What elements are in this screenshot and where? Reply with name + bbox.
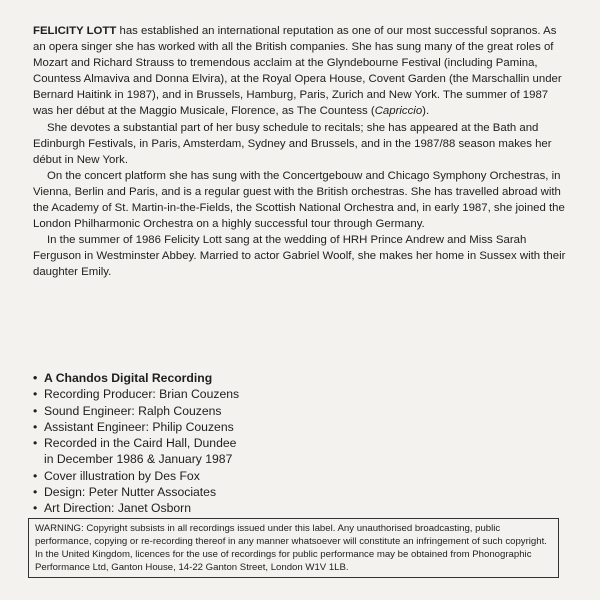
bio-paragraph-3: On the concert platform she has sung with the Concertgebouw and Chicago Symphony Orchestras, in Vienna, Berlin and Paris, and is a regular guest with the British orchestras. She has travelled abroad with the Academy of St. Martin-in-the-Fields, the Scottish National Orchestra and, in early 1987, she joined the London Philharmonic Orchestra on a highly successful tour through Germany. xyxy=(33,169,565,231)
credit-label: Recording Producer: Brian Couzens xyxy=(44,387,240,402)
bio-paragraph-1-text: has established an international reputation as one of our most successful sopranos. As an opera singer she has worked with all the British companies. She has sung many of the great roles of Mozart and Richard Strauss to tremendous acclaim at the Glyndebourne Festival (including Pamina, Countess Almaviva and Donna Elvira), at the Royal Opera House, Covent Garden (the Marschallin under Bernard Haitink in 1987), and in Brussels, Hamburg, Paris, Zurich and New York. The summer of 1987 was her début at the Maggio Musicale, Florence, as The Countess ( xyxy=(33,25,562,118)
copyright-warning-box xyxy=(28,518,559,578)
credits-list xyxy=(33,370,353,517)
bullet-icon: • xyxy=(33,501,38,516)
credit-item xyxy=(33,484,353,500)
credit-item xyxy=(33,468,353,484)
bullet-icon: • xyxy=(33,371,38,385)
bio-paragraph-1 xyxy=(33,23,571,120)
credit-label: Sound Engineer: Ralph Couzens xyxy=(44,403,222,418)
bio-paragraph-1-end: ). xyxy=(422,105,430,118)
bullet-icon: • xyxy=(33,419,38,434)
credit-item xyxy=(33,419,353,435)
bullet-icon: • xyxy=(33,403,38,418)
biography-text xyxy=(33,23,571,281)
credit-label: Design: Peter Nutter Associates xyxy=(44,485,217,500)
credit-label-continued: in December 1986 & January 1987 xyxy=(44,452,233,467)
bullet-icon: • xyxy=(33,468,38,483)
credit-label: A Chandos Digital Recording xyxy=(44,371,213,385)
bullet-icon: • xyxy=(33,387,38,402)
credit-item xyxy=(33,500,353,516)
credit-label: Cover illustration by Des Fox xyxy=(44,468,200,483)
bio-paragraph-4: In the summer of 1986 Felicity Lott sang at the wedding of HRH Prince Andrew and Miss Sarah Ferguson in Westminster Abbey. Married to actor Gabriel Woolf, she makes her home in Sussex with their daughter Emily. xyxy=(33,234,566,279)
credit-item xyxy=(33,403,353,419)
opera-title: Capriccio xyxy=(374,105,423,118)
credit-label: Assistant Engineer: Philip Couzens xyxy=(44,419,234,434)
credit-item xyxy=(33,435,353,468)
credit-item xyxy=(33,370,353,386)
bullet-icon: • xyxy=(33,485,38,500)
bullet-icon: • xyxy=(33,436,38,451)
copyright-warning-text: WARNING: Copyright subsists in all recordings issued under this label. Any unauthorised broadcasting, public performance, copying or re-recording thereof in any manner whatsoever will constitute an infringement of such copyright. In the United Kingdom, licences for the use of recordings for public performance may be obtained from Phonographic Performance Ltd, Ganton House, 14-22 Ganton Street, London W1V 1LB. xyxy=(35,523,547,573)
credit-label: Recorded in the Caird Hall, Dundee xyxy=(44,436,237,451)
credit-label: Art Direction: Janet Osborn xyxy=(44,501,191,516)
credit-item xyxy=(33,386,353,402)
bio-paragraph-2: She devotes a substantial part of her busy schedule to recitals; she has appeared at the Bath and Edinburgh Festivals, in Paris, Amsterdam, Sydney and Brussels, and in the 1987/88 season makes her début in New York. xyxy=(33,121,552,166)
artist-name: FELICITY LOTT xyxy=(33,25,117,37)
